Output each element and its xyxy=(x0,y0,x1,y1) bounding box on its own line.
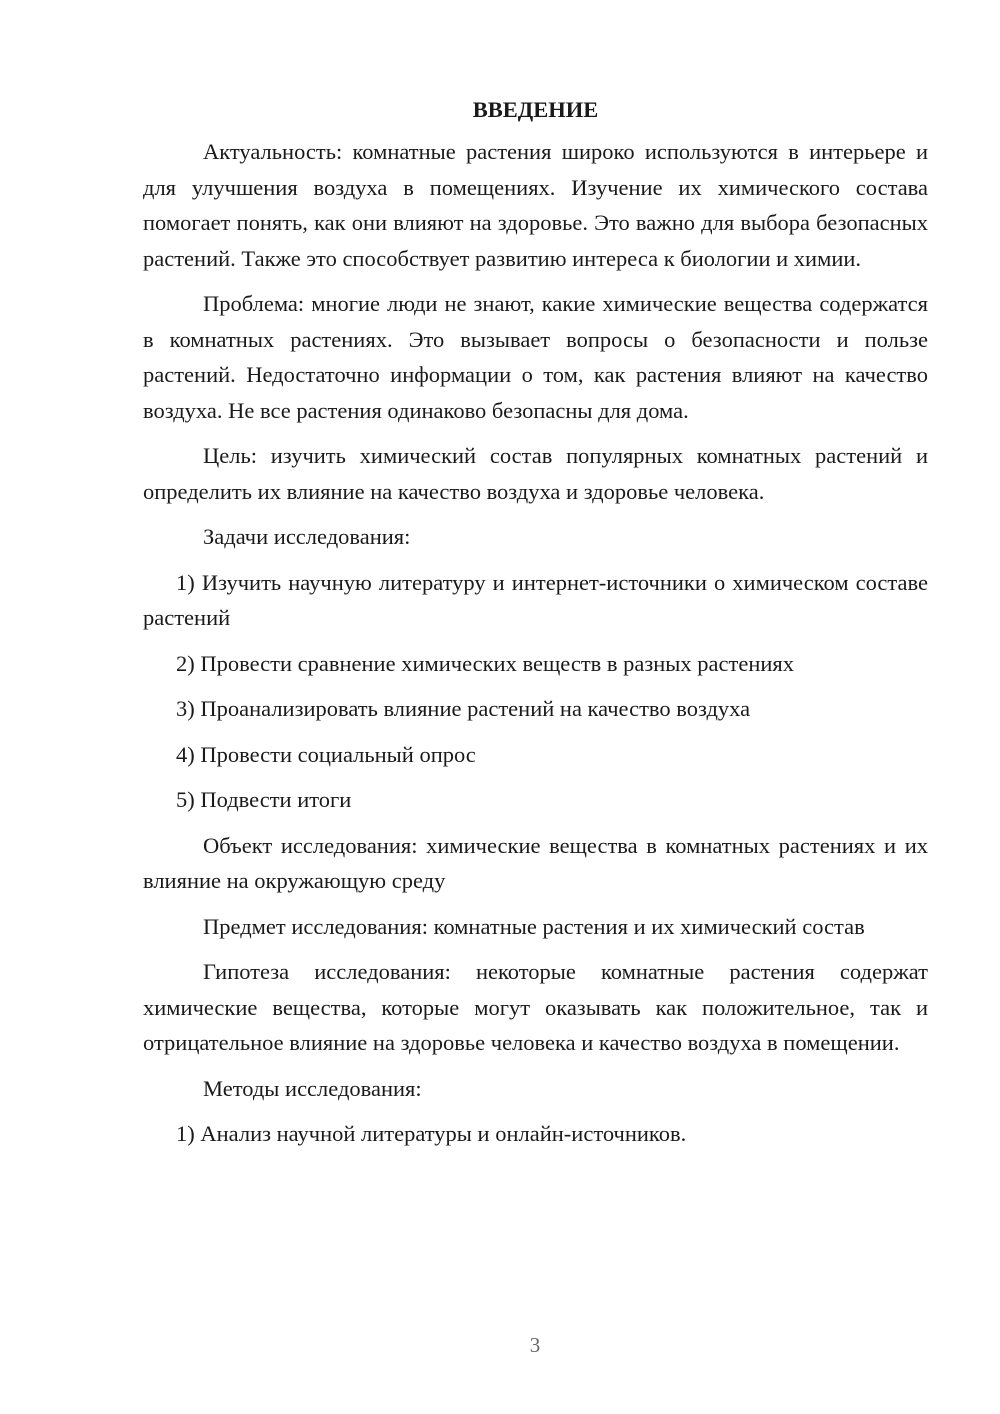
document-page xyxy=(143,92,928,1162)
task-item-1: 1) Изучить научную литературу и интернет-источники о химическом составе растений xyxy=(143,569,928,630)
methods-label: Методы исследования: xyxy=(203,1075,422,1101)
relevance-paragraph: Актуальность: комнатные растения широко используются в интерьере и для улучшения воздуха в помещениях. Изучение их химического состава помогает понять, как они влияют на здоровье. Это важно для выбора безопасных растений. Также это способствует развитию интереса к биологии и химии. xyxy=(143,139,928,271)
object-paragraph: Объект исследования: химические вещества в комнатных растениях и их влияние на окружающую среду xyxy=(143,832,928,893)
task-item-5: 5) Подвести итоги xyxy=(176,787,352,812)
task-item-3: 3) Проанализировать влияние растений на качество воздуха xyxy=(176,696,751,721)
method-item-1: 1) Анализ научной литературы и онлайн-источников. xyxy=(176,1121,687,1146)
problem-paragraph: Проблема: многие люди не знают, какие химические вещества содержатся в комнатных растениях. Это вызывает вопросы о безопасности и пользе растений. Недостаточно информации о том, как растения влияют на качество воздуха. Не все растения одинаково безопасны для дома. xyxy=(143,291,928,423)
goal-paragraph: Цель: изучить химический состав популярных комнатных растений и определить их влияние на качество воздуха и здоровье человека. xyxy=(143,443,928,504)
page-title: ВВЕДЕНИЕ xyxy=(472,97,599,122)
page-number: 3 xyxy=(529,1333,541,1357)
hypothesis-paragraph: Гипотеза исследования: некоторые комнатные растения содержат химические вещества, которые могут оказывать как положительное, так и отрицательное влияние на здоровье человека и качество воздуха в помещении. xyxy=(143,959,928,1055)
task-item-4: 4) Провести социальный опрос xyxy=(176,741,476,767)
subject-paragraph: Предмет исследования: комнатные растения и их химический состав xyxy=(203,913,865,939)
task-item-2: 2) Провести сравнение химических веществ в разных растениях xyxy=(176,650,795,676)
tasks-label: Задачи исследования: xyxy=(203,524,411,549)
